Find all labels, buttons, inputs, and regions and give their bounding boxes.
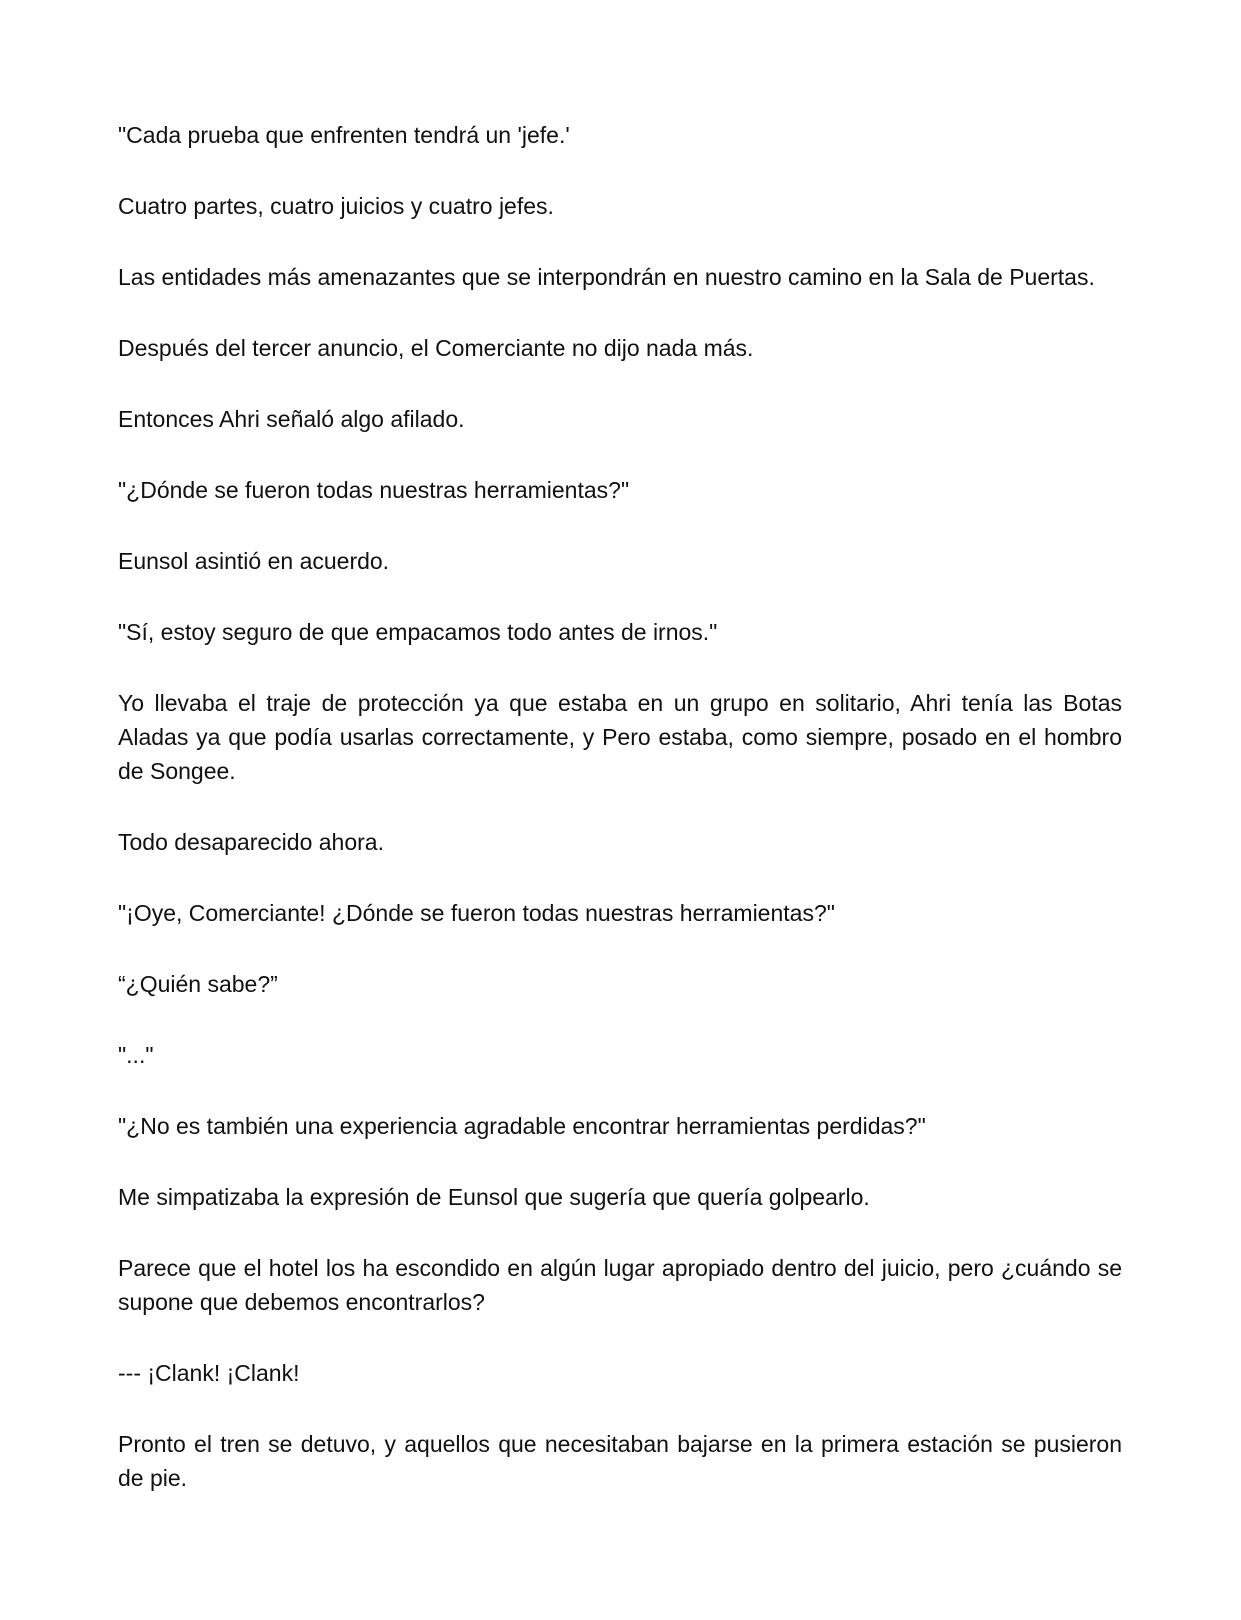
- paragraph-9: Yo llevaba el traje de protección ya que estaba en un grupo en solitario, Ahri tenía las Botas Aladas ya que podía usarlas correctamente, y Pero estaba, como siempre, posado en el hombro de Songee.: [118, 690, 1122, 784]
- paragraph-14: "¿No es también una experiencia agradable encontrar herramientas perdidas?": [118, 1113, 926, 1139]
- paragraph-13: "...": [118, 1042, 154, 1068]
- body-text: [118, 118, 1122, 1532]
- paragraph-4: Después del tercer anuncio, el Comerciante no dijo nada más.: [118, 335, 754, 361]
- paragraph-3: Las entidades más amenazantes que se interpondrán en nuestro camino en la Sala de Puertas.: [118, 264, 1095, 290]
- paragraph-16: Parece que el hotel los ha escondido en algún lugar apropiado dentro del juicio, pero ¿cuándo se supone que debemos encontrarlos?: [118, 1255, 1122, 1315]
- paragraph-12: “¿Quién sabe?”: [118, 971, 278, 997]
- paragraph-10: Todo desaparecido ahora.: [118, 829, 384, 855]
- paragraph-6: "¿Dónde se fueron todas nuestras herramientas?": [118, 477, 630, 503]
- paragraph-1: "Cada prueba que enfrenten tendrá un 'jefe.': [118, 122, 570, 148]
- paragraph-2: Cuatro partes, cuatro juicios y cuatro jefes.: [118, 193, 554, 219]
- paragraph-18: Pronto el tren se detuvo, y aquellos que necesitaban bajarse en la primera estación se pusieron de pie.: [118, 1431, 1122, 1491]
- paragraph-17: --- ¡Clank! ¡Clank!: [118, 1360, 300, 1386]
- paragraph-11: "¡Oye, Comerciante! ¿Dónde se fueron todas nuestras herramientas?": [118, 900, 835, 926]
- paragraph-5: Entonces Ahri señaló algo afilado.: [118, 406, 465, 432]
- paragraph-15: Me simpatizaba la expresión de Eunsol que sugería que quería golpearlo.: [118, 1184, 870, 1210]
- paragraph-8: "Sí, estoy seguro de que empacamos todo antes de irnos.": [118, 619, 718, 645]
- paragraph-7: Eunsol asintió en acuerdo.: [118, 548, 390, 574]
